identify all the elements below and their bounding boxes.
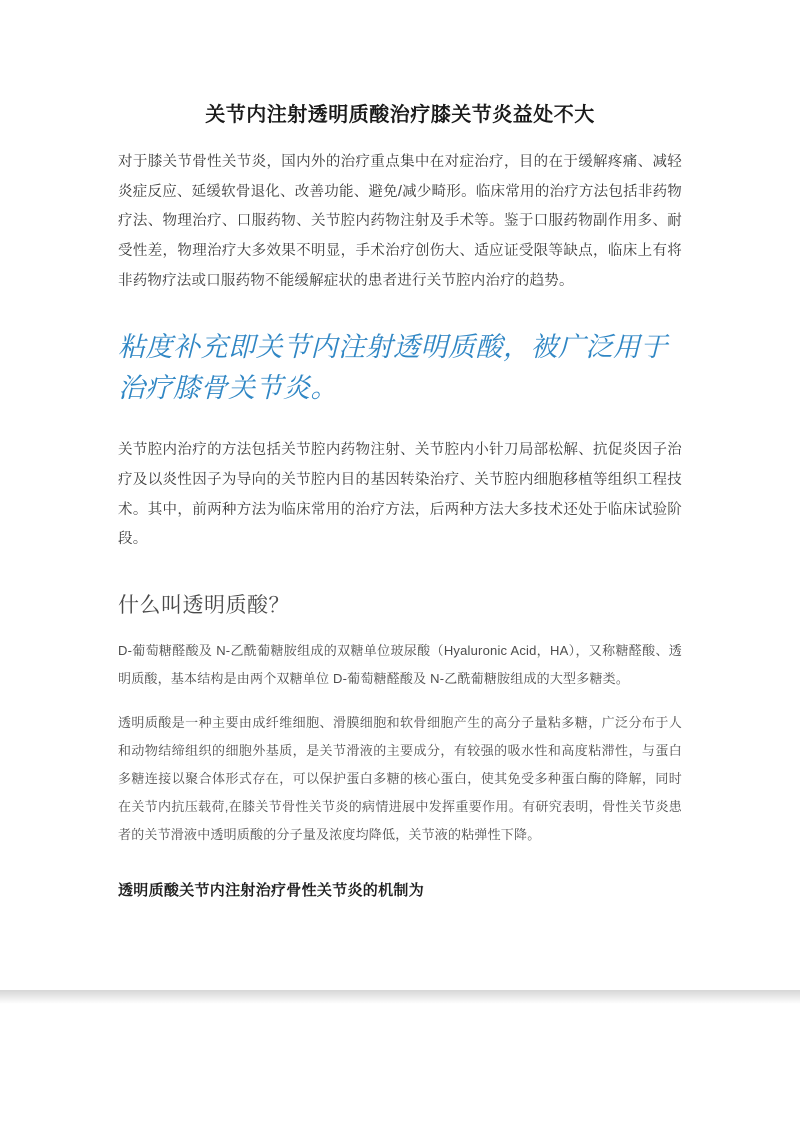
pullquote: 粘度补充即关节内注射透明质酸，被广泛用于治疗膝骨关节炎。 bbox=[118, 331, 668, 404]
paragraph-treatment-methods: 关节腔内治疗的方法包括关节腔内药物注射、关节腔内小针刀局部松解、抗促炎因子治疗及以炎性因子为导向的关节腔内目的基因转染治疗、关节腔内细胞移植等组织工程技术。其中，前两种方法为临床常用的治疗方法，后两种方法大多技术还处于临床试验阶段。 bbox=[118, 442, 682, 548]
paragraph-intro: 对于膝关节骨性关节炎，国内外的治疗重点集中在对症治疗，目的在于缓解疼痛、减轻炎症反应、延缓软骨退化、改善功能、避免/减少畸形。临床常用的治疗方法包括非药物疗法、物理治疗、口服药物、关节腔内药物注射及手术等。鉴于口服药物副作用多、耐受性差，物理治疗大多效果不明显，手术治疗创伤大、适应证受限等缺点，临床上有将非药物疗法或口服药物不能缓解症状的患者进行关节腔内治疗的趋势。 bbox=[118, 154, 682, 289]
document-content bbox=[118, 100, 682, 900]
page-title: 关节内注射透明质酸治疗膝关节炎益处不大 bbox=[205, 104, 595, 126]
section-heading-what-is-ha: 什么叫透明质酸？ bbox=[118, 594, 290, 618]
page-edge-shadow bbox=[0, 990, 800, 1004]
page-bottom-area bbox=[0, 990, 800, 1132]
paragraph-ha-definition: D-葡萄糖醛酸及 N-乙酰葡糖胺组成的双糖单位玻尿酸（Hyaluronic Acid，HA），又称糖醛酸、透明质酸，基本结构是由两个双糖单位 D-葡萄糖醛酸及 N-乙酰葡糖胺组成的大型多糖类。 bbox=[118, 643, 682, 687]
subheading-mechanism: 透明质酸关节内注射治疗骨性关节炎的机制为 bbox=[118, 881, 425, 899]
paragraph-ha-function: 透明质酸是一种主要由成纤维细胞、滑膜细胞和软骨细胞产生的高分子量粘多糖，广泛分布于人和动物结缔组织的细胞外基质，是关节滑液的主要成分，有较强的吸水性和高度粘滞性，与蛋白多糖连接以聚合体形式存在，可以保护蛋白多糖的核心蛋白，使其免受多种蛋白酶的降解，同时在关节内抗压载荷,在膝关节骨性关节炎的病情进展中发挥重要作用。有研究表明，骨性关节炎患者的关节滑液中透明质酸的分子量及浓度均降低，关节液的粘弹性下降。 bbox=[118, 715, 682, 842]
